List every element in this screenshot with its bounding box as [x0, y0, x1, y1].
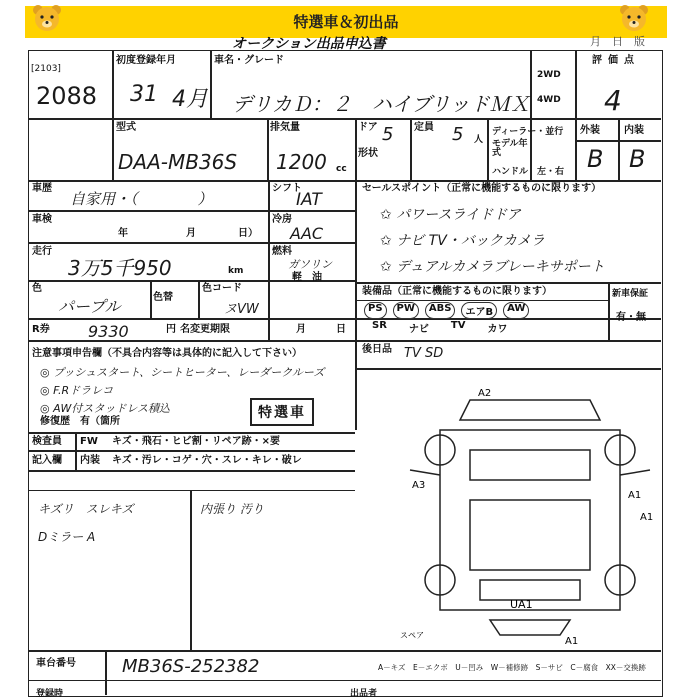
- note-3: ◎ AW付スタッドレス積込: [40, 402, 170, 415]
- equipment-row-1: [364, 302, 529, 319]
- history-label: 車歴: [32, 183, 52, 194]
- equipment-label: 装備品（正常に機能するものに限ります）: [362, 286, 552, 297]
- shift-label: シフト: [272, 183, 302, 194]
- note-2: ◎ F.Rドラレコ: [40, 384, 114, 397]
- equipment-airbag: エアB: [461, 302, 497, 319]
- sales-points-label: セールスポイント（正常に機能するものに限ります）: [362, 183, 602, 194]
- mileage-value: 3万5千950: [68, 256, 172, 280]
- aircon-value: AAC: [290, 224, 324, 243]
- shift-value: IAT: [296, 190, 322, 210]
- remark-right-1: 内張り 汚り: [200, 502, 264, 516]
- name-change-month: 月: [296, 324, 306, 335]
- spare-label: スペア: [400, 631, 424, 640]
- remark-left-1: キズリ スレキズ: [38, 502, 134, 516]
- footer-label-2: 出品者: [350, 689, 378, 699]
- capacity-label: 定員: [414, 122, 434, 133]
- name-change-day: 日: [336, 324, 346, 335]
- equipment-aw: AW: [503, 302, 529, 319]
- model-name-value: デリカＤ：２ ハイブリッドＭＸ: [232, 92, 530, 116]
- bear-face-icon: [30, 3, 64, 33]
- rating-score: 4: [604, 84, 622, 117]
- lot-code: [2103]: [31, 64, 61, 74]
- model-code-value: DAA-MB36S: [118, 150, 238, 174]
- sales-point-2: ✩ ナビ TV・バックカメラ: [380, 233, 545, 249]
- drive-4wd: 4WD: [537, 95, 561, 105]
- drive-2wd: 2WD: [537, 70, 561, 80]
- capacity-value: 5: [452, 124, 464, 145]
- inspection-month-label: 月: [186, 228, 196, 239]
- new-car-warranty-value: 有・無: [616, 312, 646, 323]
- interior-grade: B: [629, 145, 646, 173]
- color-code-label: 色コード: [202, 283, 242, 294]
- registration-month: 4月: [172, 87, 208, 112]
- exterior-label: 外装: [580, 125, 600, 136]
- body-type-label: 形状: [358, 148, 378, 159]
- damage-mark: A1: [565, 636, 579, 647]
- equipment-ps: PS: [364, 302, 387, 319]
- damage-mark: UA1: [510, 598, 533, 611]
- rating-label: 評価点: [592, 55, 640, 66]
- capacity-unit: 人: [474, 135, 484, 145]
- equipment-sr: SR: [372, 320, 387, 331]
- displacement-label: 排気量: [270, 122, 300, 133]
- record-interior: 内装: [80, 455, 100, 466]
- displacement-value: 1200: [276, 150, 327, 174]
- recycle-label: R券: [32, 324, 50, 335]
- damage-mark: A2: [478, 388, 492, 399]
- inspector-items: キズ・飛石・ヒビ割・リペア跡・×要: [112, 436, 280, 447]
- inspector-label: 検査員: [32, 436, 62, 447]
- sales-point-1: ✩ パワースライドドア: [380, 207, 521, 223]
- lot-number: 2088: [36, 82, 98, 110]
- footer-label: 登録時: [36, 689, 64, 699]
- sales-point-3: ✩ デュアルカメラブレーキサポート: [380, 259, 605, 275]
- repair-history: 修復歴 有（箇所: [40, 416, 120, 427]
- exterior-grade: B: [587, 145, 604, 173]
- mileage-label: 走行: [32, 246, 52, 257]
- equipment-navi: ナビ: [408, 324, 429, 335]
- damage-legend: A－キズ E－エクボ U－凹み W－補修跡 S－サビ C－腐食 XX－交換跡: [378, 663, 646, 672]
- color-value: パープル: [58, 297, 121, 316]
- inspection-day-label: 日）: [238, 228, 258, 239]
- form-date: 月 日 版: [590, 35, 645, 48]
- name-change-label: 名変更期限: [180, 324, 230, 335]
- inspector-fw: FW: [80, 436, 98, 447]
- handle-label: ハンドル 左・右: [492, 167, 565, 177]
- doors-label: ドア: [358, 122, 378, 133]
- banner-title: 特選車＆初出品: [293, 13, 399, 31]
- aircon-label: 冷房: [272, 214, 292, 225]
- damage-mark: A3: [412, 480, 426, 491]
- fuel-diesel: 軽 油: [292, 272, 322, 283]
- model-code-label: 型式: [116, 122, 136, 133]
- damage-mark: A1: [640, 512, 654, 523]
- color-label: 色: [32, 283, 42, 294]
- remark-left-2: Dミラー A: [38, 530, 96, 544]
- recycle-unit: 円: [166, 324, 176, 335]
- notes-label: 注意事項申告欄（不具合内容等は具体的に記入して下さい）: [32, 348, 302, 359]
- registration-year: 31: [130, 82, 158, 107]
- model-year-label: モデル年式: [492, 139, 528, 158]
- recycle-value: 9330: [88, 322, 129, 341]
- record-items: キズ・汚レ・コゲ・穴・スレ・キレ・破レ: [112, 455, 302, 466]
- inspection-year-label: 年: [118, 228, 128, 239]
- chassis-label: 車台番号: [36, 658, 76, 669]
- interior-label: 内装: [624, 125, 644, 136]
- equipment-row-2: [372, 320, 507, 335]
- registration-label: 初度登録年月: [116, 55, 176, 66]
- damage-mark: A1: [628, 490, 642, 501]
- bear-face-icon: [617, 3, 651, 33]
- dealer-label: ディーラー・並行: [492, 127, 564, 137]
- fuel-label: 燃料: [272, 246, 292, 257]
- fuel-value: ガソリン: [288, 258, 332, 271]
- form-title: オークション出品申込書: [232, 36, 386, 52]
- rear-items-value: TV SD: [404, 346, 444, 361]
- color-change-label: 色替: [153, 292, 173, 303]
- equipment-kawa: カワ: [487, 324, 508, 335]
- history-value: 自家用・（ ）: [70, 190, 213, 208]
- equipment-pw: PW: [393, 302, 419, 319]
- displacement-unit: cc: [336, 164, 347, 174]
- record-label: 記入欄: [32, 455, 62, 466]
- car-damage-diagram: [400, 380, 660, 650]
- model-name-label: 車名・グレード: [214, 55, 284, 66]
- note-1: ◎ プッシュスタート、シートヒーター、レーダークルーズ: [40, 366, 325, 379]
- mileage-unit: km: [228, 266, 244, 276]
- special-stamp: 特選車: [250, 398, 314, 426]
- equipment-abs: ABS: [425, 302, 456, 319]
- rear-items-label: 後日品: [362, 344, 392, 355]
- color-code-value: ヌVW: [224, 302, 259, 317]
- doors-value: 5: [382, 124, 394, 145]
- chassis-value: MB36S-252382: [122, 656, 260, 677]
- equipment-tv: TV: [450, 320, 466, 331]
- new-car-warranty-label: 新車保証: [612, 289, 649, 299]
- inspection-label: 車検: [32, 214, 52, 225]
